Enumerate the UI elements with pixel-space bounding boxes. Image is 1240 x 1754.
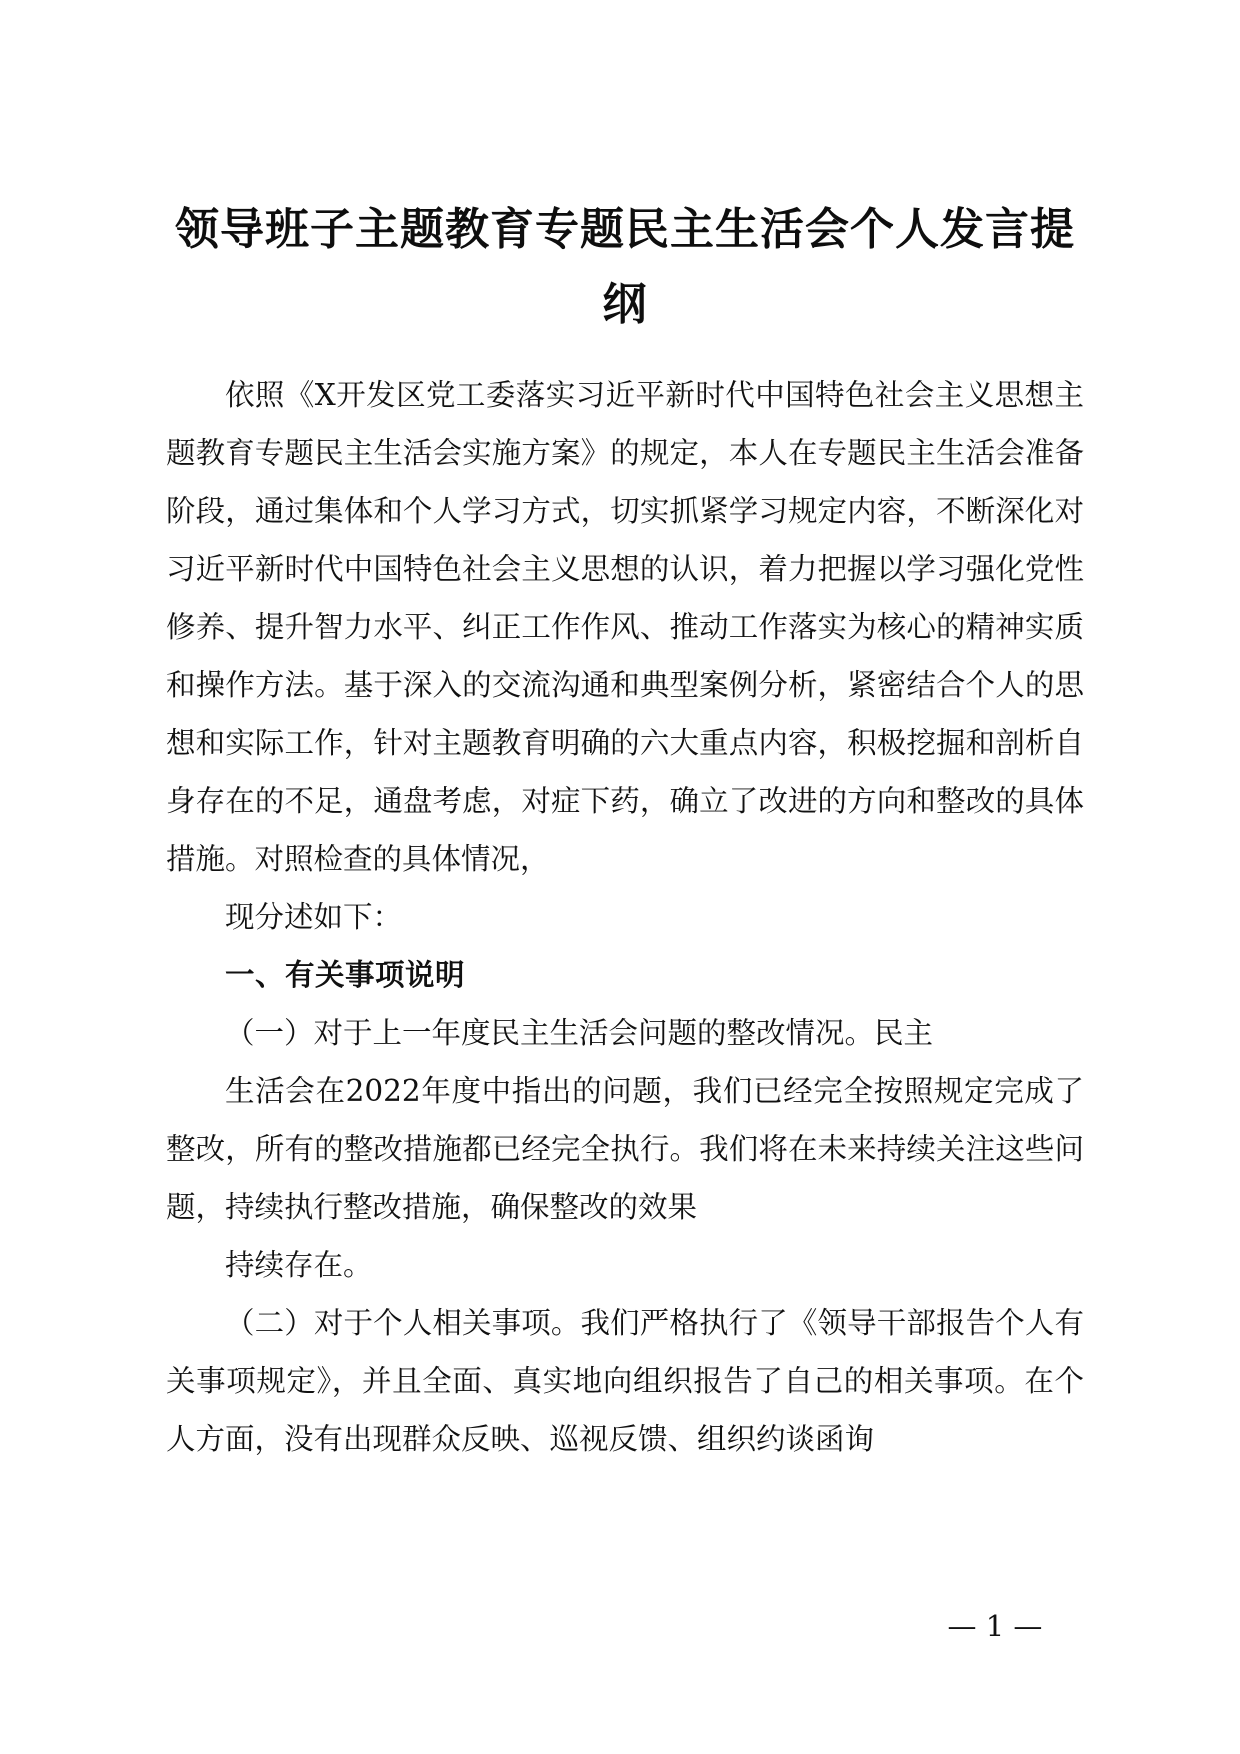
intro-paragraph: 依照《X开发区党工委落实习近平新时代中国特色社会主义思想主题教育专题民主生活会实施方案》的规定，本人在专题民主生活会准备阶段，通过集体和个人学习方式，切实抓紧学习规定内容，不断深化对习近平新时代中国特色社会主义思想的认识，着力把握以学习强化党性修养、提升智力水平、纠正工作作风、推动工作落实为核心的精神实质和操作方法。基于深入的交流沟通和典型案例分析，紧密结合个人的思想和实际工作，针对主题教育明确的六大重点内容，积极挖掘和剖析自身存在的不足，通盘考虑，对症下药，确立了改进的方向和整改的具体措施。对照检查的具体情况， [166, 378, 1084, 876]
transition-paragraph: 现分述如下： [225, 900, 403, 934]
item-1-continuation: 持续存在。 [225, 1248, 373, 1282]
document-body [166, 366, 1084, 1468]
section-heading-1: 一、有关事项说明 [225, 958, 466, 992]
item-heading-1: （一）对于上一年度民主生活会问题的整改情况。民主 [225, 1016, 934, 1050]
document-title: 领导班子主题教育专题民主生活会个人发言提纲 [175, 204, 1075, 330]
item-1-paragraph: 生活会在2022年度中指出的问题，我们已经完全按照规定完成了整改，所有的整改措施都已经完全执行。我们将在未来持续关注这些问题，持续执行整改措施，确保整改的效果 [166, 1074, 1084, 1224]
page-number: — 1 — [947, 1609, 1043, 1643]
item-2-paragraph: （二）对于个人相关事项。我们严格执行了《领导干部报告个人有关事项规定》，并且全面、真实地向组织报告了自己的相关事项。在个人方面，没有出现群众反映、巡视反馈、组织约谈函询 [166, 1306, 1084, 1456]
